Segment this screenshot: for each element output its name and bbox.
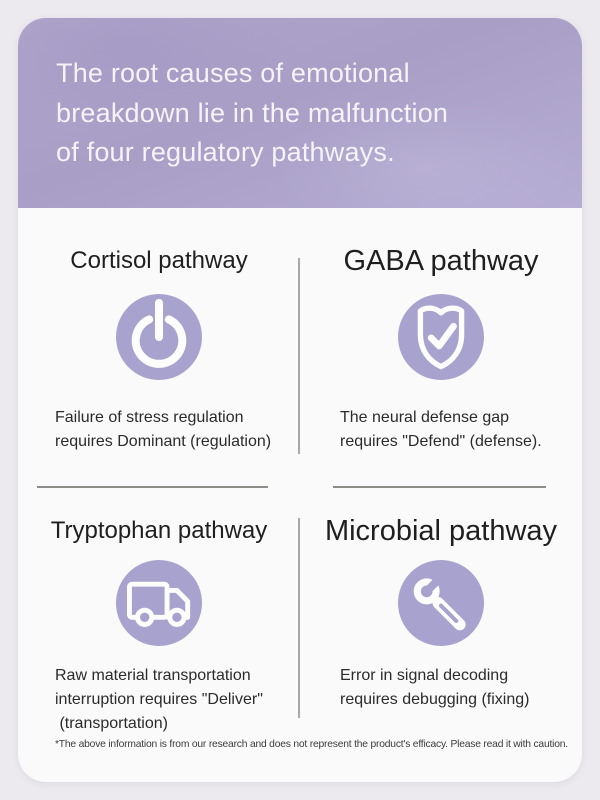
tryptophan-desc-line-3: (transportation): [55, 715, 168, 732]
microbial-description: [300, 664, 582, 712]
gaba-desc-line-1: The neural defense gap: [340, 409, 510, 426]
tryptophan-description: [18, 664, 300, 736]
header-title-line-1: The root causes of emotional: [56, 58, 410, 88]
truck-icon: [116, 560, 202, 646]
quadrant-gaba: [300, 208, 582, 487]
gaba-desc-line-2: requires "Defend" (defense).: [340, 433, 542, 450]
quadrant-cortisol: [18, 208, 300, 487]
tryptophan-desc-line-2: interruption requires "Deliver": [55, 691, 263, 708]
quadrant-microbial: [300, 487, 582, 736]
infographic-card: [18, 18, 582, 782]
quadrant-tryptophan: [18, 487, 300, 736]
microbial-desc-line-1: Error in signal decoding: [340, 667, 509, 684]
gaba-description: [300, 406, 582, 454]
header-title-line-3: of four regulatory pathways.: [56, 137, 395, 167]
disclaimer: *The above information is from our research and does not represent the product's efficacy. Please read it with caution.: [55, 739, 568, 750]
divider-horizontal-right: [333, 486, 546, 488]
power-icon: [116, 294, 202, 380]
microbial-title: Microbial pathway: [324, 515, 558, 547]
tryptophan-desc-line-1: Raw material transportation: [55, 667, 251, 684]
cortisol-description: [18, 406, 300, 454]
divider-horizontal-left: [37, 486, 268, 488]
gaba-title: GABA pathway: [343, 245, 539, 277]
header-title-line-2: breakdown lie in the malfunction: [56, 97, 449, 128]
divider-vertical-bottom: [298, 518, 300, 718]
cortisol-title: Cortisol pathway: [70, 247, 248, 274]
microbial-desc-line-2: requires debugging (fixing): [340, 691, 530, 708]
header-banner: [18, 18, 582, 208]
shield-check-icon: [398, 294, 484, 380]
quadrant-grid: [18, 208, 582, 736]
tryptophan-title: Tryptophan pathway: [50, 517, 268, 544]
cortisol-desc-line-1: Failure of stress regulation: [55, 409, 244, 426]
cortisol-desc-line-2: requires Dominant (regulation): [55, 433, 272, 450]
wrench-icon: [398, 560, 484, 646]
divider-vertical-top: [298, 258, 300, 454]
